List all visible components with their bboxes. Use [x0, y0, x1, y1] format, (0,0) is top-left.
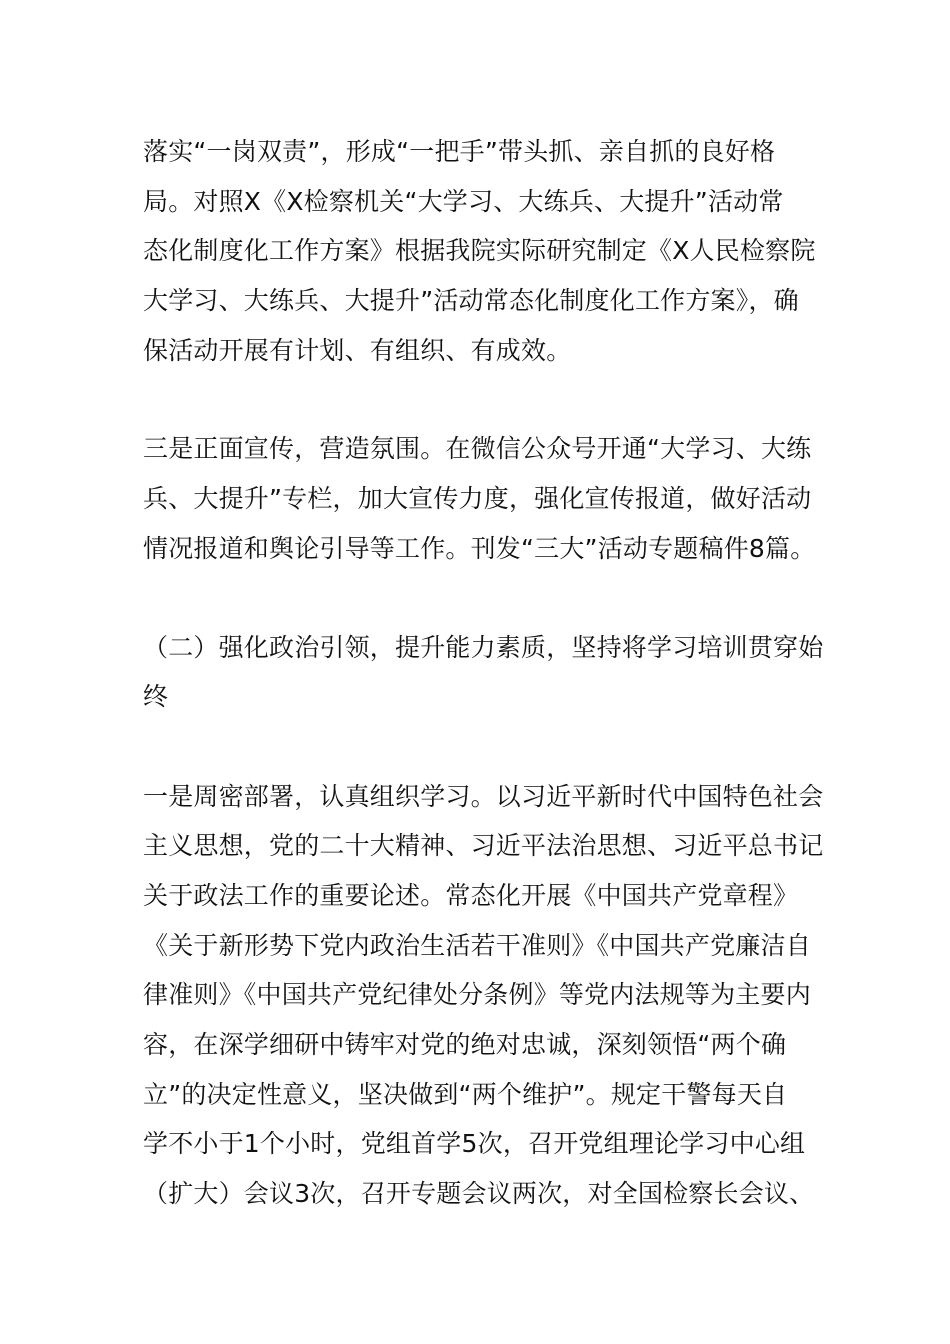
text-line: 落实“一岗双责”，形成“一把手”带头抓、亲自抓的良好格	[143, 137, 776, 166]
text-line: 三是正面宣传，营造氛围。在微信公众号开通“大学习、大练	[143, 434, 812, 463]
heading-line: （二）强化政治引领，提升能力素质，坚持将学习培训贯穿始	[143, 633, 824, 662]
text-line: 态化制度化工作方案》根据我院实际研究制定《X人民检察院	[143, 236, 816, 265]
text-line: 一是周密部署，认真组织学习。以习近平新时代中国特色社会	[143, 782, 824, 811]
text-line: 学不小于1个小时，党组首学5次，召开党组理论学习中心组	[143, 1129, 806, 1158]
text-line: （扩大）会议3次，召开专题会议两次，对全国检察长会议、	[143, 1179, 815, 1208]
text-line: 主义思想，党的二十大精神、习近平法治思想、习近平总书记	[143, 831, 824, 860]
text-line: 容，在深学细研中铸牢对党的绝对忠诚，深刻领悟“两个确	[143, 1030, 787, 1059]
heading-line: 终	[143, 682, 169, 711]
text-line: 关于政法工作的重要论述。常态化开展《中国共产党章程》	[143, 881, 799, 910]
text-line: 兵、大提升”专栏，加大宣传力度，强化宣传报道，做好活动	[143, 484, 812, 513]
text-line: 情况报道和舆论引导等工作。刊发“三大”活动专题稿件8篇。	[143, 534, 816, 563]
text-line: 大学习、大练兵、大提升”活动常态化制度化工作方案》，确	[143, 286, 799, 315]
text-line: 律准则》《中国共产党纪律处分条例》等党内法规等为主要内	[143, 980, 811, 1009]
text-line: 保活动开展有计划、有组织、有成效。	[143, 336, 572, 365]
text-line: 立”的决定性意义，坚决做到“两个维护”。规定干警每天自	[143, 1080, 788, 1109]
text-line: 局。对照X《X检察机关“大学习、大练兵、大提升”活动常	[143, 187, 784, 216]
text-line: 《关于新形势下党内政治生活若干准则》《中国共产党廉洁自	[143, 931, 811, 960]
